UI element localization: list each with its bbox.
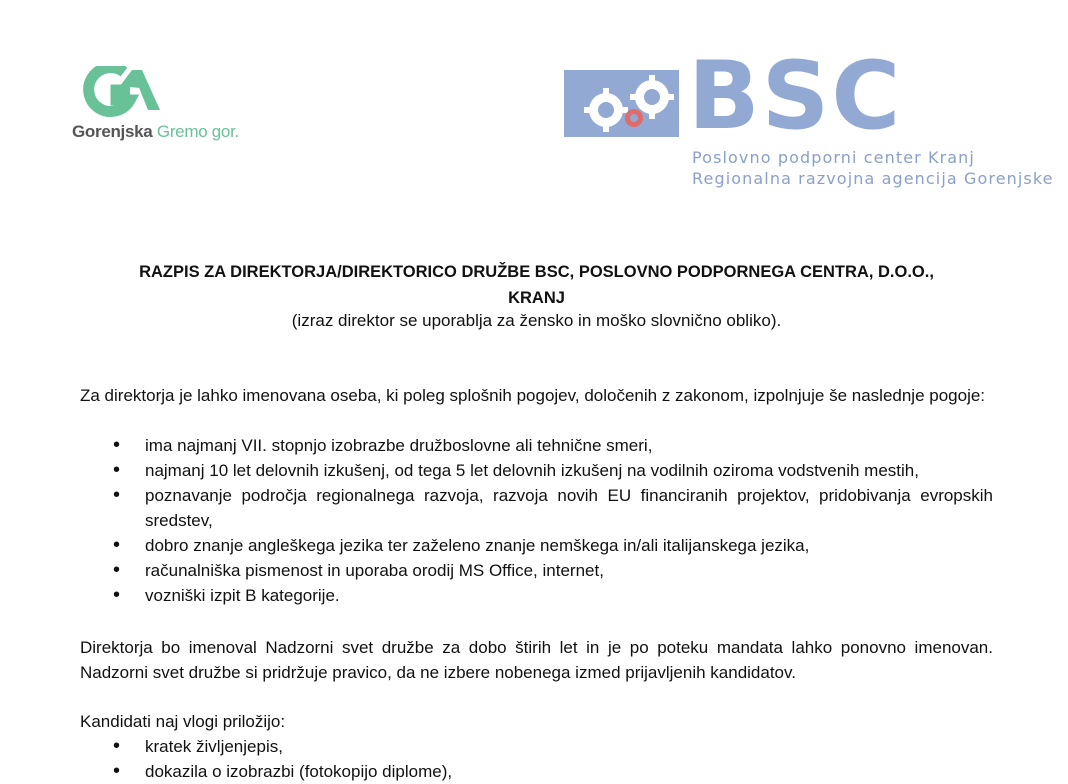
attachments-list — [80, 734, 993, 784]
list-item: • najmanj 10 let delovnih izkušenj, od tega 5 let delovnih izkušenj na vodilnih oziroma vodstvenih mestih, — [80, 458, 993, 483]
gorenjska-logo-bold: Gorenjska — [72, 122, 153, 141]
conditions-list — [80, 433, 993, 608]
title-line-1: RAZPIS ZA DIREKTORJA/DIREKTORICO DRUŽBE BSC, POSLOVNO PODPORNEGA CENTRA, D.O.O., — [139, 263, 934, 281]
list-item: • vozniški izpit B kategorije. — [80, 583, 993, 608]
bsc-subtitle-1: Poslovno podporni center Kranj — [692, 148, 975, 167]
gorenjska-logo — [72, 66, 252, 146]
list-item: • dobro znanje angleškega jezika ter zaželeno znanje nemškega in/ali italijanskega jezika, — [80, 533, 993, 558]
appointment-paragraph: Direktorja bo imenoval Nadzorni svet družbe za dobo štirih let in je po poteku mandata lahko ponovno imenovan. Nadzorni svet družbe si pridržuje pravico, da ne izbere nobenega izmed prijavljenih kandidatov. — [80, 638, 993, 682]
gears-icon — [564, 70, 679, 137]
list-item: • poznavanje področja regionalnega razvoja, razvoja novih EU financiranih projektov, pridobivanja evropskih sredstev, — [80, 483, 993, 533]
bsc-letters: BSC — [688, 42, 903, 151]
list-item: • računalniška pismenost in uporaba orodij MS Office, internet, — [80, 558, 993, 583]
gorenjska-logo-slogan: Gremo gor. — [156, 122, 239, 141]
bsc-subtitle-2: Regionalna razvojna agencija Gorenjske — [692, 169, 1054, 188]
bsc-gears-box — [564, 70, 679, 137]
attachments-intro: Kandidati naj vlogi priložijo: — [80, 712, 286, 731]
list-item: • kratek življenjepis, — [80, 734, 993, 759]
bsc-logo — [564, 42, 1054, 192]
intro-paragraph: Za direktorja je lahko imenovana oseba, ki poleg splošnih pogojev, določenih z zakonom, izpolnjuje še naslednje pogoje: — [80, 386, 986, 405]
list-item: • dokazila o izobrazbi (fotokopijo diplome), — [80, 759, 993, 784]
title-line-2: KRANJ — [508, 289, 565, 307]
list-item: • ima najmanj VII. stopnjo izobrazbe družboslovne ali tehnične smeri, — [80, 433, 993, 458]
gorenjska-mark-icon — [80, 66, 170, 118]
document-subtitle: (izraz direktor se uporablja za žensko in moško slovnično obliko). — [291, 311, 782, 330]
document-title — [80, 259, 993, 311]
gorenjska-logo-text — [72, 122, 239, 142]
